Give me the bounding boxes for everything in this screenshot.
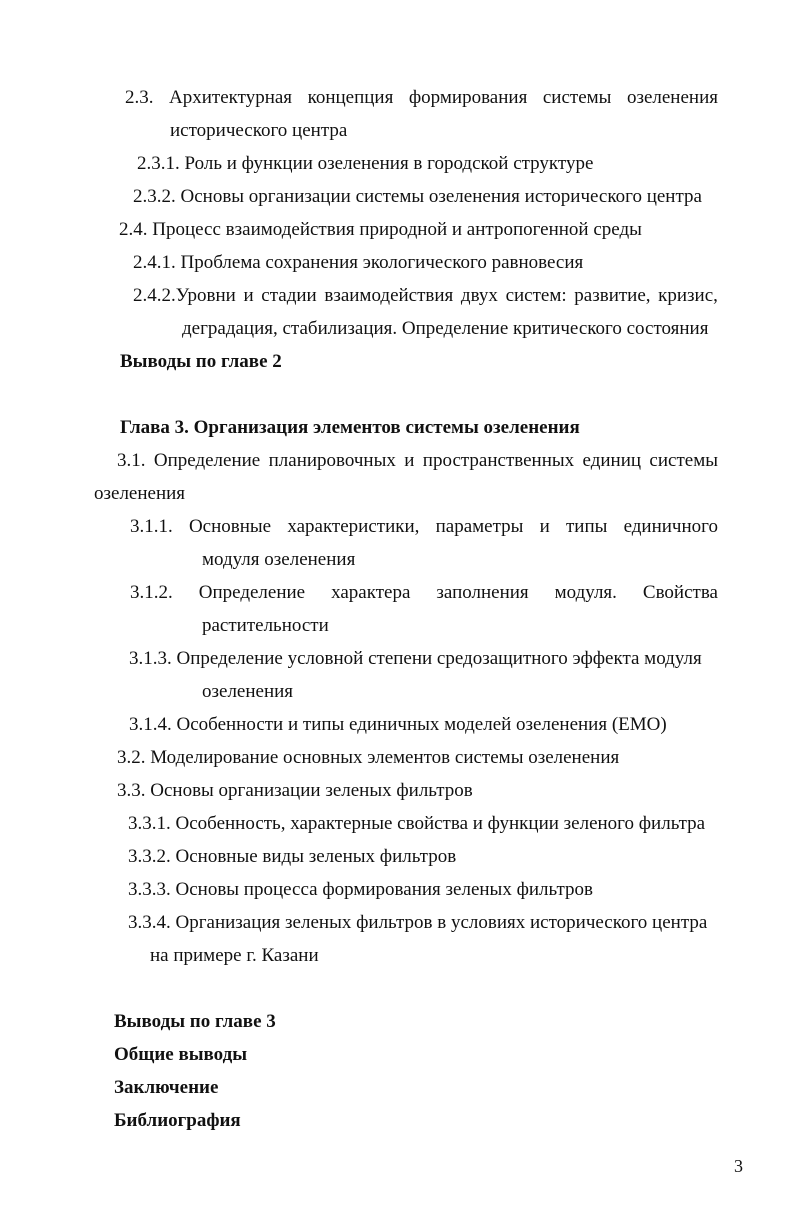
toc-word: 2.4.2.Уровни	[133, 285, 236, 306]
toc-word: и	[404, 450, 415, 471]
toc-word: систем:	[505, 285, 567, 306]
toc-entry-3-1-1	[130, 516, 718, 538]
toc-word: концепция	[307, 87, 394, 108]
toc-entry-3-1	[117, 450, 718, 472]
toc-word: характеристики,	[287, 516, 420, 537]
toc-entry-3-3-3: 3.3.3. Основы процесса формирования зеленых фильтров	[128, 879, 593, 900]
toc-word: Архитектурная	[169, 87, 293, 108]
toc-entry-3-3-4: 3.3.4. Организация зеленых фильтров в условиях исторического центра	[128, 912, 708, 933]
toc-word: двух	[460, 285, 498, 306]
toc-word: единичного	[623, 516, 718, 537]
toc-word: Определение	[153, 450, 261, 471]
toc-entry-2-4-1: 2.4.1. Проблема сохранения экологического равновесия	[133, 252, 584, 273]
toc-entry-3-1-3-cont: озеленения	[202, 681, 294, 702]
toc-entry-3-1-1-cont: модуля озеленения	[202, 549, 356, 570]
toc-word: и	[539, 516, 550, 537]
page-number: 3	[734, 1156, 743, 1176]
toc-entry-2-3	[125, 87, 718, 109]
toc-entry-3-1-4: 3.1.4. Особенности и типы единичных моделей озеленения (ЕМО)	[129, 714, 667, 735]
toc-chapter-3: Глава 3. Организация элементов системы озеленения	[120, 417, 580, 438]
toc-general-conclusions: Общие выводы	[114, 1044, 248, 1065]
toc-word: 3.1.2.	[130, 582, 173, 603]
toc-word: озеленения	[626, 87, 718, 108]
toc-conclusions-ch3: Выводы по главе 3	[114, 1011, 276, 1032]
toc-entry-2-4-2-cont: деградация, стабилизация. Определение критического состояния	[182, 318, 709, 339]
toc-word: планировочных	[268, 450, 396, 471]
toc-entry-3-3-2: 3.3.2. Основные виды зеленых фильтров	[128, 846, 457, 867]
toc-word: 3.1.1.	[130, 516, 173, 537]
toc-entry-2-3-cont: исторического центра	[170, 120, 348, 141]
toc-word: характера	[331, 582, 411, 603]
toc-entry-3-1-2	[130, 582, 718, 604]
toc-word: типы	[565, 516, 608, 537]
toc-word: Определение	[198, 582, 306, 603]
toc-entry-2-4-2	[133, 285, 718, 307]
toc-word: Основные	[188, 516, 272, 537]
toc-entry-3-3-4-cont: на примере г. Казани	[150, 945, 319, 966]
toc-word: и	[243, 285, 254, 306]
toc-word: модуля.	[554, 582, 617, 603]
toc-bibliography: Библиография	[114, 1110, 241, 1131]
toc-word: развитие,	[574, 285, 651, 306]
toc-final-conclusion: Заключение	[114, 1077, 219, 1098]
toc-entry-3-1-cont: озеленения	[94, 483, 186, 504]
toc-entry-2-3-2: 2.3.2. Основы организации системы озеленения исторического центра	[133, 186, 702, 207]
toc-word: стадии	[261, 285, 317, 306]
toc-word: системы	[649, 450, 718, 471]
toc-entry-3-1-3: 3.1.3. Определение условной степени средозащитного эффекта модуля	[129, 648, 702, 669]
toc-word: 2.3.	[125, 87, 154, 108]
toc-entry-3-3: 3.3. Основы организации зеленых фильтров	[117, 780, 473, 801]
toc-word: 3.1.	[117, 450, 146, 471]
toc-entry-3-3-1: 3.3.1. Особенность, характерные свойства и функции зеленого фильтра	[128, 813, 706, 834]
toc-entry-2-3-1: 2.3.1. Роль и функции озеленения в городской структуре	[137, 153, 594, 174]
toc-word: заполнения	[436, 582, 529, 603]
toc-entry-2-4: 2.4. Процесс взаимодействия природной и антропогенной среды	[119, 219, 642, 240]
toc-conclusions-ch2: Выводы по главе 2	[120, 351, 282, 372]
toc-entry-3-2: 3.2. Моделирование основных элементов системы озеленения	[117, 747, 620, 768]
toc-word: кризис,	[658, 285, 718, 306]
toc-word: формирования	[408, 87, 528, 108]
toc-word: параметры	[435, 516, 524, 537]
toc-word: Свойства	[642, 582, 718, 603]
toc-word: взаимодействия	[324, 285, 454, 306]
toc-word: единиц	[582, 450, 642, 471]
toc-word: системы	[542, 87, 612, 108]
toc-word: пространственных	[422, 450, 575, 471]
toc-entry-3-1-2-cont: растительности	[202, 615, 329, 636]
